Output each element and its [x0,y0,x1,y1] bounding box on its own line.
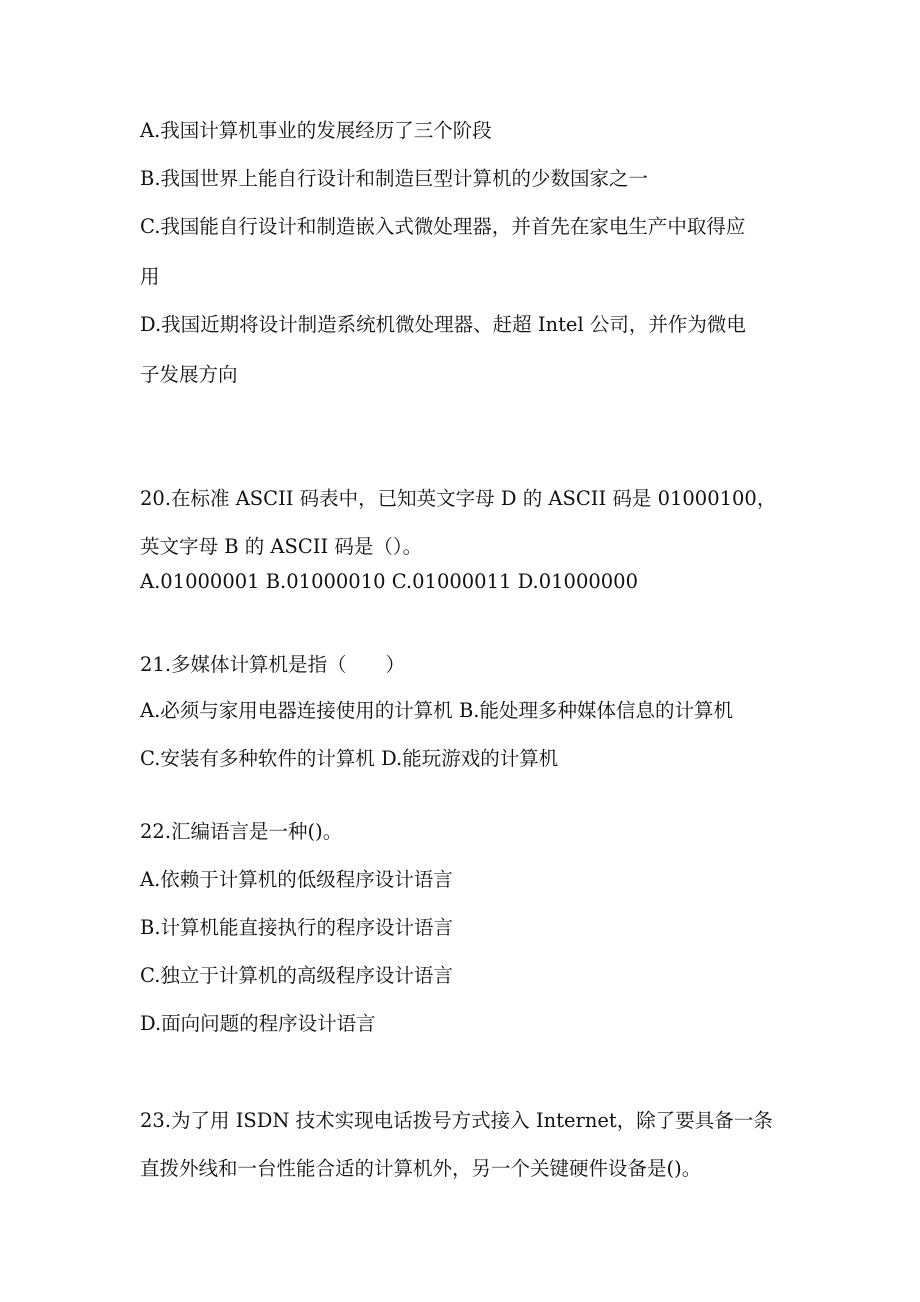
q22-stem: 22.汇编语言是一种()。 [140,820,343,843]
q21-options-line2: C.安装有多种软件的计算机 D.能玩游戏的计算机 [140,747,559,770]
q21-options-line1: A.必须与家用电器连接使用的计算机 B.能处理多种媒体信息的计算机 [140,699,734,722]
q20-stem-line2: 英文字母 B 的 ASCII 码是（）。 [140,535,423,558]
prev-question-option-c-line1: C.我国能自行设计和制造嵌入式微处理器，并首先在家电生产中取得应 [140,215,746,238]
prev-question-option-d-line2: 子发展方向 [140,363,238,386]
prev-question-option-a: A.我国计算机事业的发展经历了三个阶段 [140,119,492,142]
q20-stem-line1: 20.在标准 ASCII 码表中，已知英文字母 D 的 ASCII 码是 01000100， [140,487,777,510]
q23-stem-line1: 23.为了用 ISDN 技术实现电话拨号方式接入 Internet，除了要具备一条 [140,1109,773,1132]
q22-option-b: B.计算机能直接执行的程序设计语言 [140,916,454,939]
q20-options: A.01000001 B.01000010 C.01000011 D.01000000 [140,570,638,593]
q23-stem-line2: 直拨外线和一台性能合适的计算机外，另一个关键硬件设备是()。 [140,1157,702,1180]
prev-question-option-b: B.我国世界上能自行设计和制造巨型计算机的少数国家之一 [140,167,649,190]
q22-option-d: D.面向问题的程序设计语言 [140,1012,376,1035]
prev-question-option-d-line1: D.我国近期将设计制造系统机微处理器、赶超 Intel 公司，并作为微电 [140,313,746,336]
prev-question-option-c-line2: 用 [140,265,160,288]
q22-option-a: A.依赖于计算机的低级程序设计语言 [140,868,453,891]
q21-stem: 21.多媒体计算机是指（ ） [140,653,406,676]
q22-option-c: C.独立于计算机的高级程序设计语言 [140,964,453,987]
